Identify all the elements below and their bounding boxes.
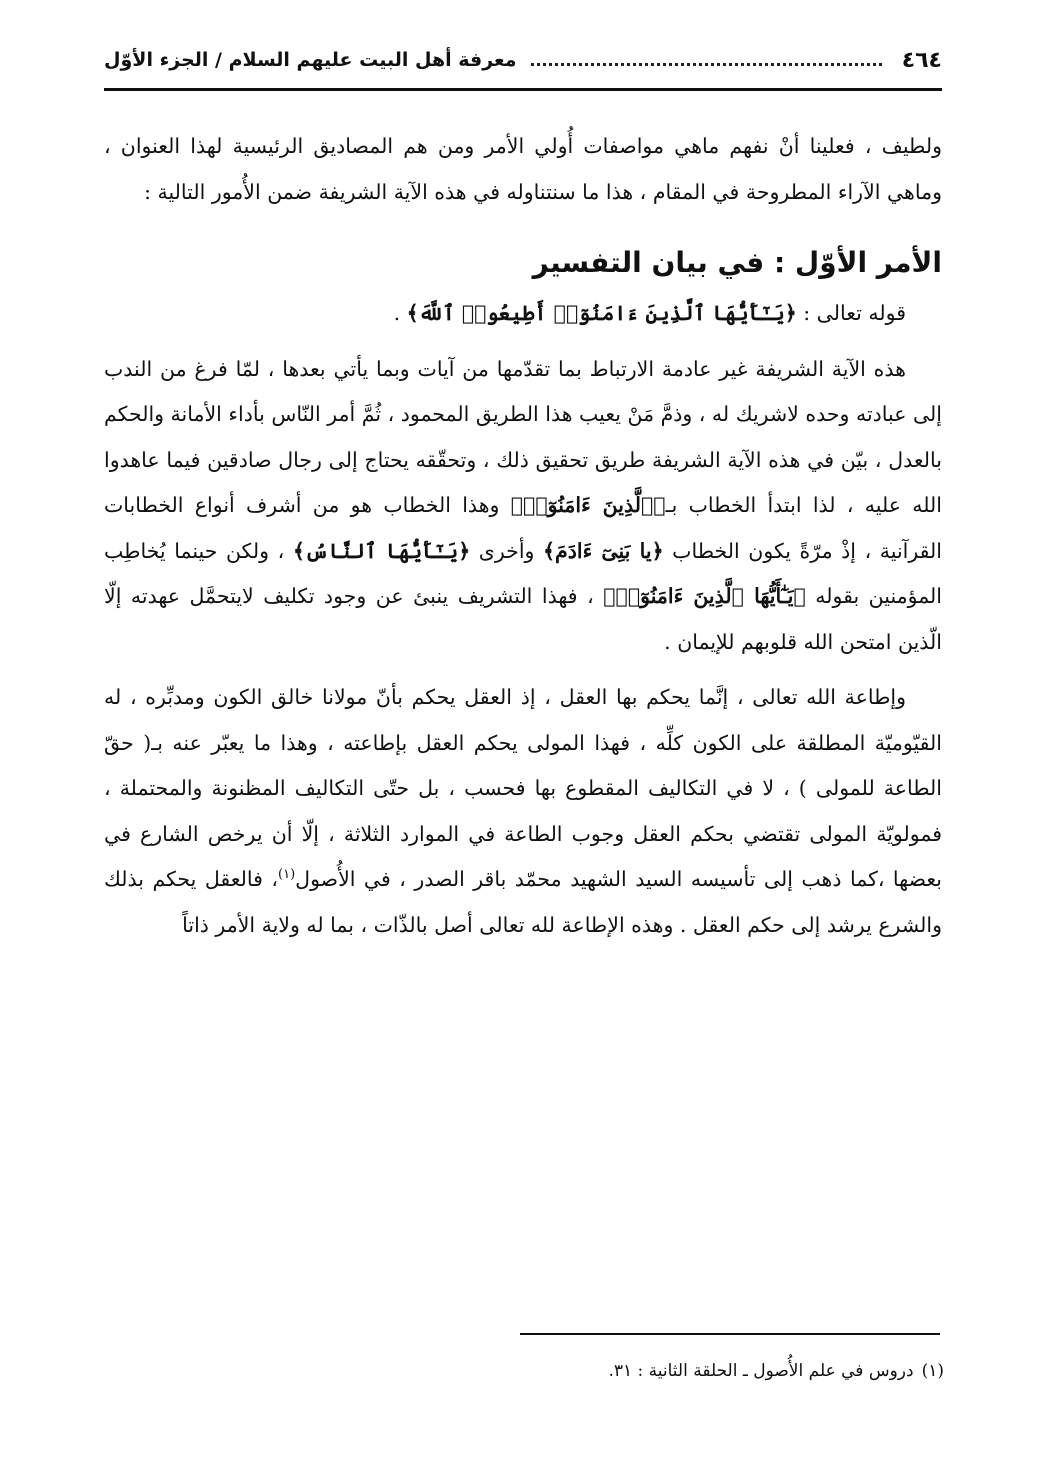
text-run: وهذا الخطاب هو من أشرف أنواع الخطابات القرآنية ، إذْ مرّةً يكون الخطاب xyxy=(104,493,942,563)
running-header xyxy=(104,38,942,82)
obedience-paragraph xyxy=(104,675,942,948)
section-heading: الأمر الأوّل : في بيان التفسير xyxy=(532,246,942,279)
commentary-paragraph xyxy=(104,347,942,666)
quran-verse: يَـٰٓأَيُّهَا ٱلَّذِينَ ءَامَنُوٓا۟ أَطِيعُوا۟ ٱللَّهَ xyxy=(418,301,785,325)
page-number: ٤٦٤ xyxy=(901,47,942,73)
quran-quote: يَـٰٓأَيُّهَا ٱلنَّاسُ xyxy=(304,538,459,563)
verse-open-bracket: ﴿ xyxy=(651,538,664,563)
footnote-reference[interactable]: (١) xyxy=(278,867,296,883)
header-title: معرفة أهل البيت عليهم السلام / الجزء الأوّل xyxy=(104,49,517,71)
text-run: ، ولكن حينما يُخاطِب المؤمنين بقوله xyxy=(104,538,942,608)
footnote-text: دروس في علم الأُصول ـ الحلقة الثانية : ٣١. xyxy=(608,1361,914,1381)
verse-end: . xyxy=(393,301,407,325)
quran-quote: يا بَنِىٓ ءَادَمَ xyxy=(555,538,652,563)
text-run: ، فالعقل يحكم بذلك والشرع يرشد إلى حكم العقل . وهذه الإطاعة لله تعالى أصل بالذّات ، بما له ولاية الأمر ذاتاً xyxy=(104,867,942,937)
header-leader-dots xyxy=(531,63,882,66)
verse-close-bracket: ﴾ xyxy=(292,538,305,563)
header-divider xyxy=(104,88,942,91)
text-run: وإطاعة الله تعالى ، إنَّما يحكم بها العقل ، إذ العقل يحكم بأنّ مولانا خالق الكون ومدبِّره ، له القيّوميّة المطلقة على الكون كلِّه ، فهذا المولى يحكم العقل بإطاعته ، وهذا ما يعبّر عنه بـ( حقّ الطاعة للمولى ) ، لا في التكاليف المقطوع بها فحسب ، بل حتّى التكاليف المظنونة والمحتملة ، فمولويّة المولى تقتضي بحكم العقل وجوب الطاعة في الموارد الثلاثة ، إلّا أن يرخص الشارع في بعضها ،كما ذهب إلى تأسيسه السيد الشهيد محمّد باقر الصدر ، في الأُصول xyxy=(104,685,942,891)
verse-open-bracket: ﴿ xyxy=(784,301,797,325)
text-run: وأخرى xyxy=(470,538,544,563)
quran-quote: يَـٰٓأَيُّهَا ٱلَّذِينَ ءَامَنُوٓا۟ xyxy=(615,584,794,608)
verse-close-bracket: ﴾ xyxy=(543,538,556,563)
verse-intro: قوله تعالى : xyxy=(796,301,906,325)
verse-open-bracket: ﴿ xyxy=(458,538,471,563)
verse-open-bracket: ﴿ xyxy=(793,584,806,608)
text-run: ، فهذا التشريف ينبئ عن وجود تكليف لايتحمَّل عهدته إلّا الّذين امتحن الله قلوبهم للإيمان . xyxy=(104,584,942,654)
verse-line xyxy=(104,291,942,337)
quran-quote: ٱلَّذِينَ ءَامَنُوٓا۟ xyxy=(523,493,654,517)
verse-close-bracket: ﴾ xyxy=(406,301,419,325)
verse-close-bracket: ﴾ xyxy=(510,493,524,517)
footnote-marker: (١) xyxy=(921,1361,944,1381)
main-text xyxy=(104,124,942,948)
verse-close-bracket: ﴾ xyxy=(603,584,616,608)
footnote xyxy=(104,1358,944,1384)
verse-open-bracket: ﴿ xyxy=(653,493,666,517)
text-run: هذه الآية الشريفة غير عادمة الارتباط بما تقدّمها من آيات وبما يأتي بعدها ، لمّا فرغ من الندب إلى عبادته وحده لاشريك له ، وذمَّ مَنْ يعيب هذا الطريق المحمود ، ثُمَّ أمر النّاس بأداء الأمانة والحكم بالعدل ، بيّن في هذه الآية الشريفة طريق تحقيق ذلك ، وتحقّقه يحتاج إلى رجال صادقين فيما عاهدوا الله عليه ، لذا ابتدأ الخطاب بـ xyxy=(104,356,942,517)
footnote-divider xyxy=(520,1333,940,1335)
intro-paragraph: ولطيف ، فعلينا أنْ نفهم ماهي مواصفات أُولي الأمر ومن هم المصاديق الرئيسية لهذا العنوان ، وماهي الآراء المطروحة في المقام ، هذا ما سنتناوله في هذه الآية الشريفة ضمن الأُمور التالية : xyxy=(104,134,943,204)
